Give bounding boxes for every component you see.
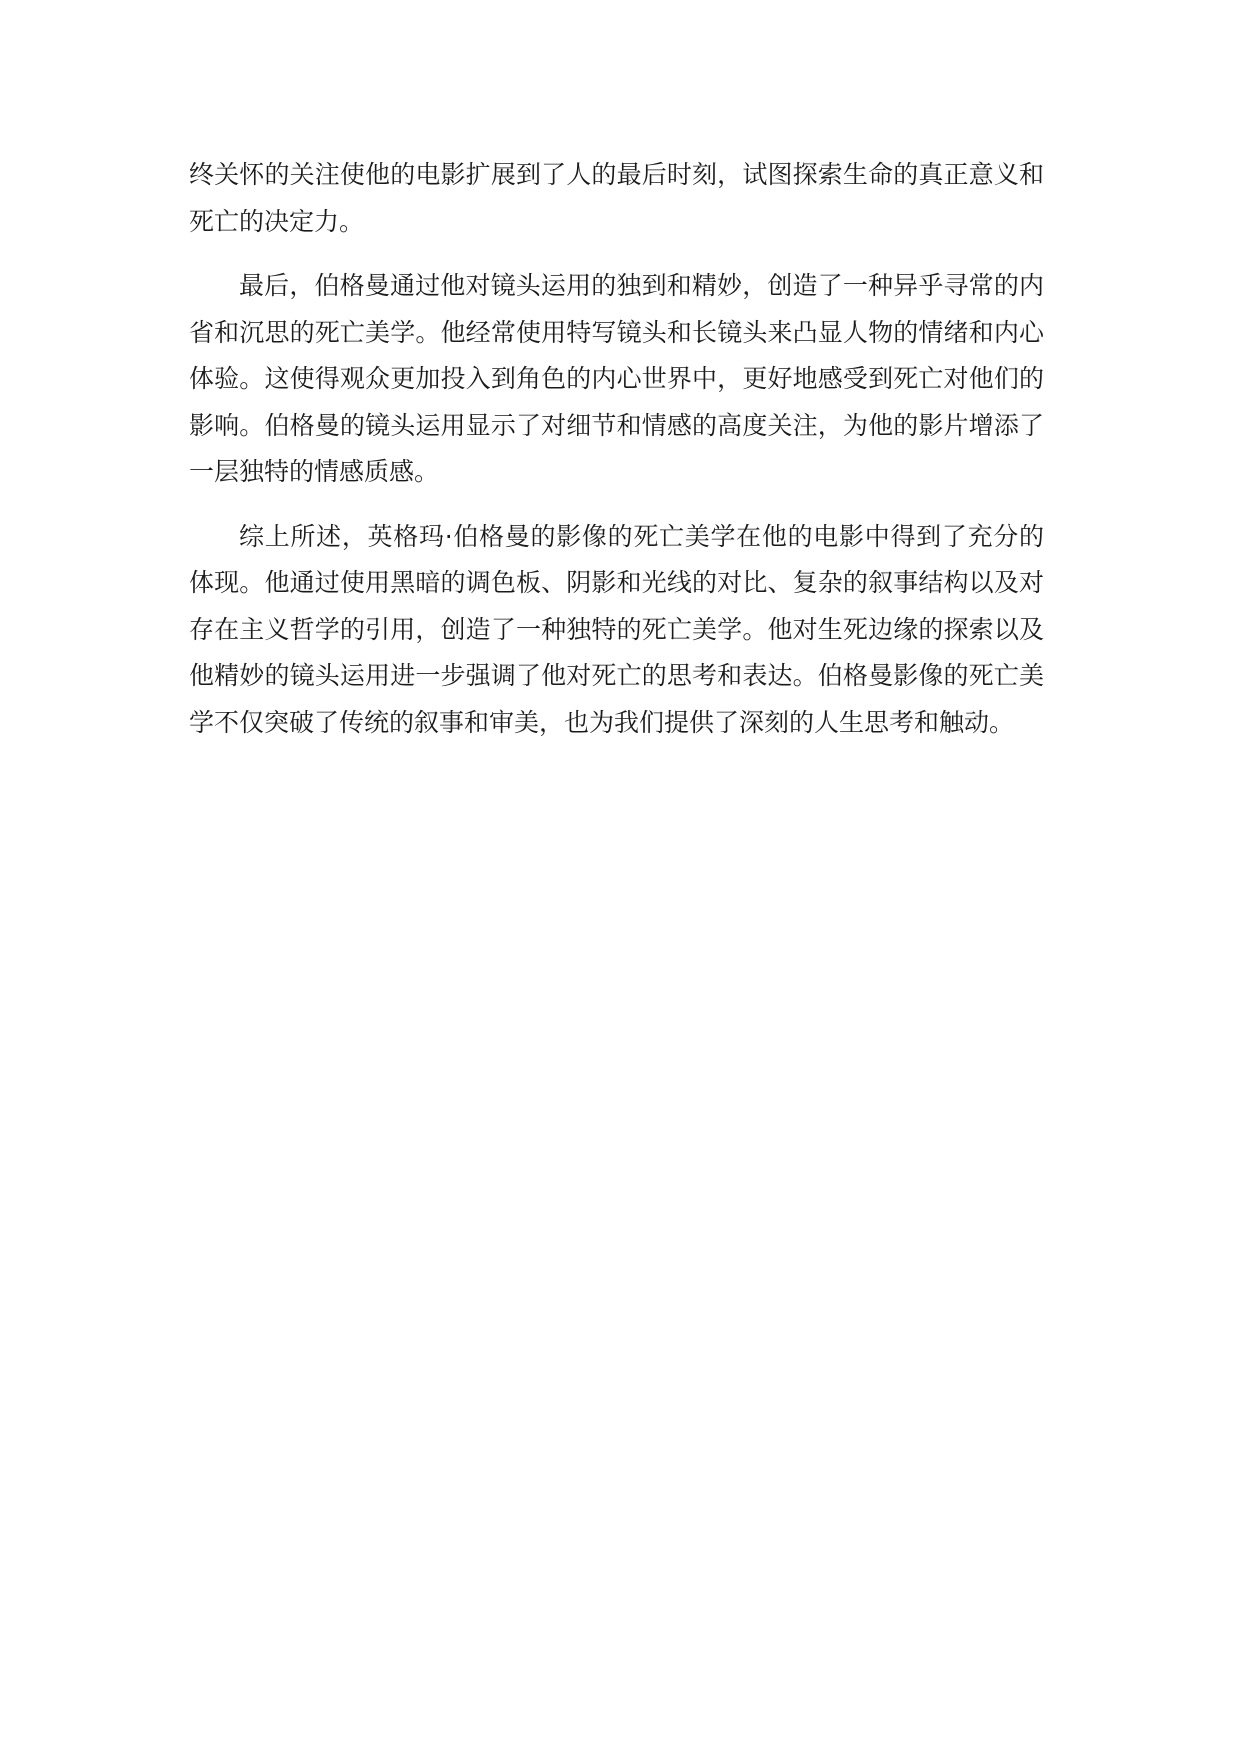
paragraph-continuation: 终关怀的关注使他的电影扩展到了人的最后时刻，试图探索生命的真正意义和死亡的决定力。 [189,160,1044,236]
paragraph-conclusion: 综上所述，英格玛·伯格曼的影像的死亡美学在他的电影中得到了充分的体现。他通过使用黑暗的调色板、阴影和光线的对比、复杂的叙事结构以及对存在主义哲学的引用，创造了一种独特的死亡美学。他对生死边缘的探索以及他精妙的镜头运用进一步强调了他对死亡的思考和表达。伯格曼影像的死亡美学不仅突破了传统的叙事和审美，也为我们提供了深刻的人生思考和触动。 [189,521,1044,737]
paragraph-camera-technique: 最后，伯格曼通过他对镜头运用的独到和精妙，创造了一种异乎寻常的内省和沉思的死亡美学。他经常使用特写镜头和长镜头来凸显人物的情绪和内心体验。这使得观众更加投入到角色的内心世界中，更好地感受到死亡对他们的影响。伯格曼的镜头运用显示了对细节和情感的高度关注，为他的影片增添了一层独特的情感质感。 [189,271,1044,486]
document-body [189,152,1044,764]
